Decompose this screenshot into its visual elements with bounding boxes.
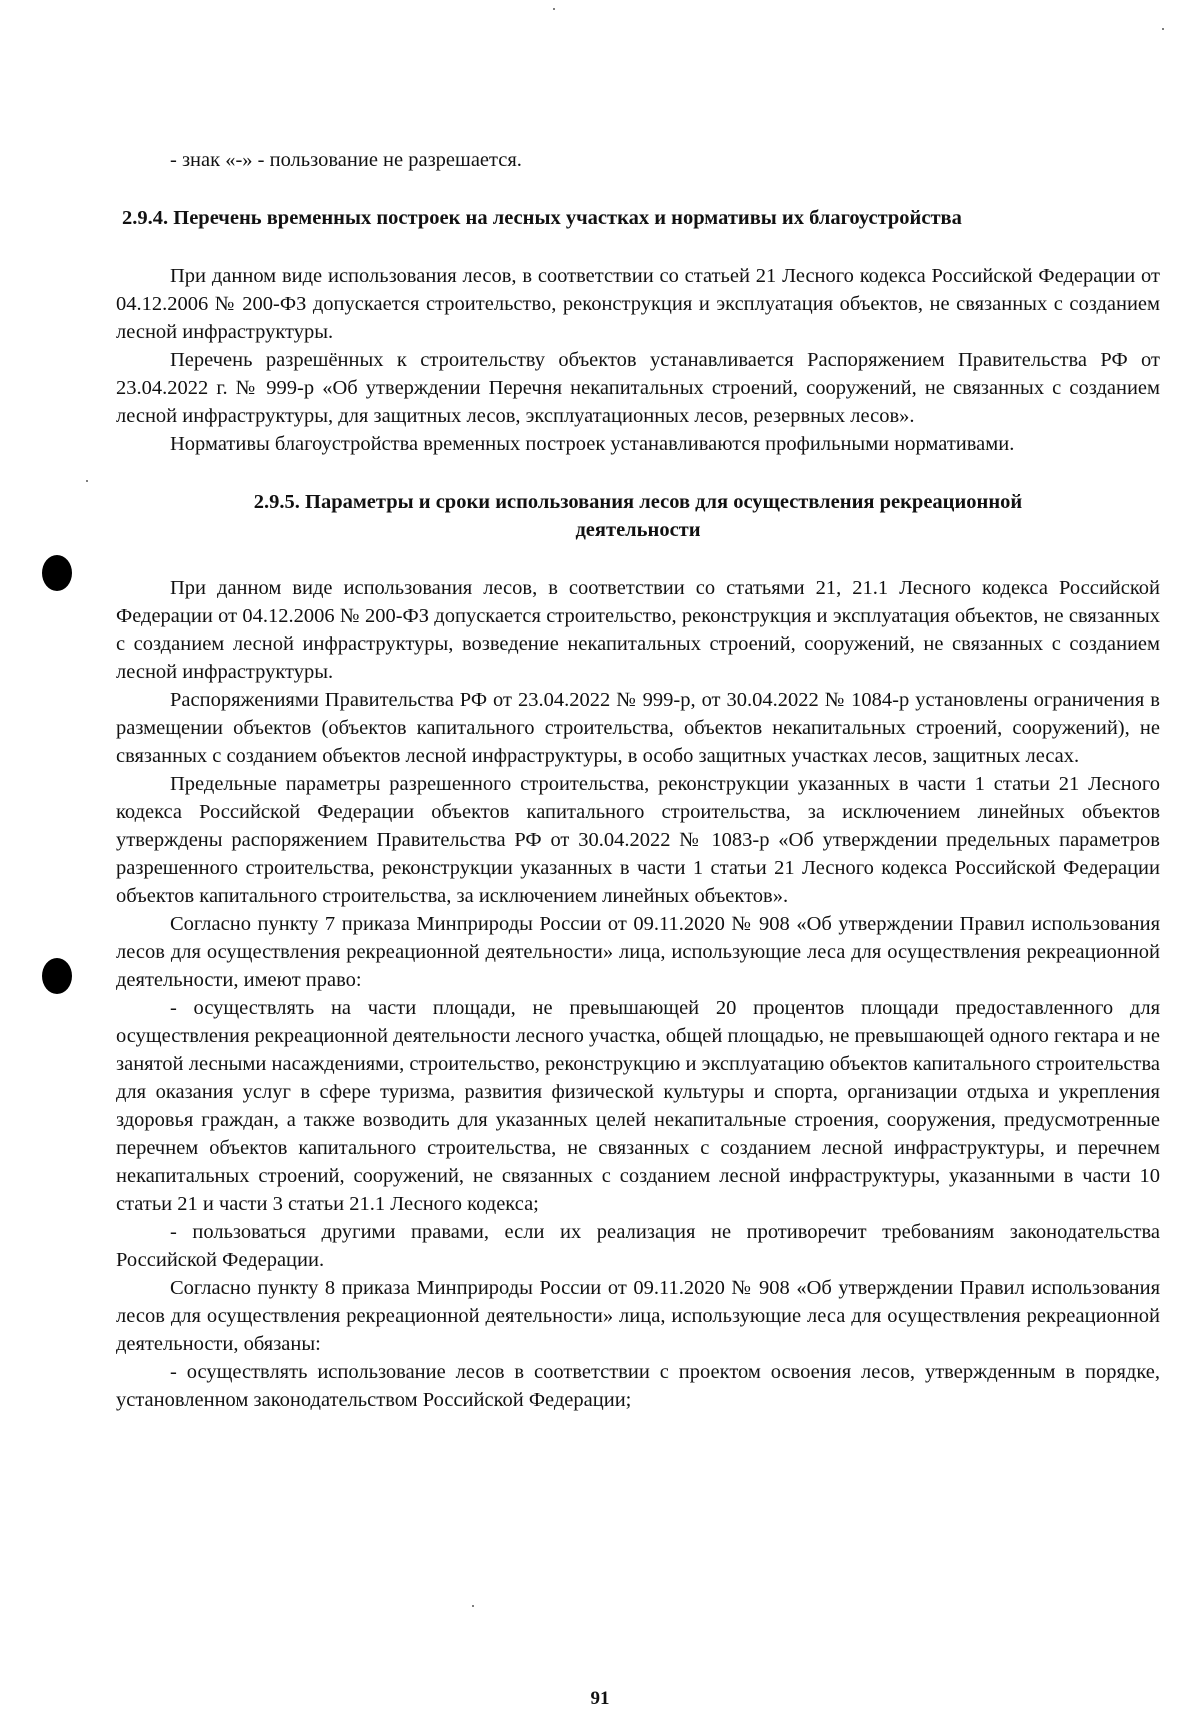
- paragraph: Согласно пункту 7 приказа Минприроды России от 09.11.2020 № 908 «Об утверждении Правил использования лесов для осуществления рекреационной деятельности» лица, использующие леса для осуществления рекреационной деятельности, имеют право:: [116, 913, 1160, 991]
- section-heading-line: деятельности: [575, 519, 701, 541]
- paragraph: - осуществлять на части площади, не превышающей 20 процентов площади предоставленного для осуществления рекреационной деятельности лесного участка, общей площадью, не превышающей одного гектара и не занятой лесными насаждениями, строительство, реконструкцию и эксплуатацию объектов капитального строительства для оказания услуг в сфере туризма, развития физической культуры и спорта, организации отдыха и укрепления здоровья граждан, а также возводить для указанных целей некапитальные строения, сооружения, предусмотренные перечнем объектов капитального строительства, не связанных с созданием лесной инфраструктуры, и перечнем некапитальных строений, сооружений, не связанных с созданием лесной инфраструктуры, указанными в части 10 статьи 21 и части 3 статьи 21.1 Лесного кодекса;: [116, 997, 1160, 1215]
- paragraph: Перечень разрешённых к строительству объектов устанавливается Распоряжением Правительства РФ от 23.04.2022 г. № 999-р «Об утверждении Перечня некапитальных строений, сооружений, не связанных с созданием лесной инфраструктуры, для защитных лесов, эксплуатационных лесов, резервных лесов».: [116, 349, 1160, 427]
- punch-hole-mark: [42, 555, 72, 591]
- document-body: [116, 146, 1160, 1414]
- scan-speck: [1162, 28, 1164, 30]
- paragraph: При данном виде использования лесов, в соответствии со статьей 21 Лесного кодекса Российской Федерации от 04.12.2006 № 200-ФЗ допускается строительство, реконструкция и эксплуатация объектов, не связанных с созданием лесной инфраструктуры.: [116, 265, 1160, 343]
- paragraph: Согласно пункту 8 приказа Минприроды России от 09.11.2020 № 908 «Об утверждении Правил использования лесов для осуществления рекреационной деятельности» лица, использующие леса для осуществления рекреационной деятельности, обязаны:: [116, 1277, 1160, 1355]
- punch-hole-mark: [42, 958, 72, 994]
- section-heading: 2.9.4. Перечень временных построек на лесных участках и нормативы их благоустройства: [122, 207, 962, 229]
- paragraph: При данном виде использования лесов, в соответствии со статьями 21, 21.1 Лесного кодекса Российской Федерации от 04.12.2006 № 200-ФЗ допускается строительство, реконструкция и эксплуатация объектов, не связанных с созданием лесной инфраструктуры, возведение некапитальных строений, сооружений, не связанных с созданием лесной инфраструктуры.: [116, 577, 1160, 683]
- paragraph: - осуществлять использование лесов в соответствии с проектом освоения лесов, утвержденным в порядке, установленном законодательством Российской Федерации;: [116, 1361, 1160, 1411]
- paragraph: Распоряжениями Правительства РФ от 23.04.2022 № 999-р, от 30.04.2022 № 1084-р установлены ограничения в размещении объектов (объектов капитального строительства, объектов некапитальных строений, сооружений), не связанных с созданием объектов лесной инфраструктуры, в особо защитных участках лесов, защитных лесах.: [116, 689, 1160, 767]
- section-heading: [116, 488, 1160, 544]
- paragraph: - пользоваться другими правами, если их реализация не противоречит требованиям законодательства Российской Федерации.: [116, 1221, 1160, 1271]
- page-number: 91: [590, 1688, 610, 1709]
- paragraph: Нормативы благоустройства временных построек устанавливаются профильными нормативами.: [170, 433, 1015, 455]
- section-heading-line: 2.9.5. Параметры и сроки использования лесов для осуществления рекреационной: [253, 491, 1023, 513]
- scan-speck: [472, 1605, 474, 1607]
- paragraph: - знак «-» - пользование не разрешается.: [170, 149, 522, 171]
- scan-speck: [553, 8, 555, 10]
- scan-speck: [86, 480, 88, 482]
- paragraph: Предельные параметры разрешенного строительства, реконструкции указанных в части 1 статьи 21 Лесного кодекса Российской Федерации объектов капитального строительства, за исключением линейных объектов утверждены распоряжением Правительства РФ от 30.04.2022 № 1083-р «Об утверждении предельных параметров разрешенного строительства, реконструкции указанных в части 1 статьи 21 Лесного кодекса Российской Федерации объектов капитального строительства, за исключением линейных объектов».: [116, 773, 1160, 907]
